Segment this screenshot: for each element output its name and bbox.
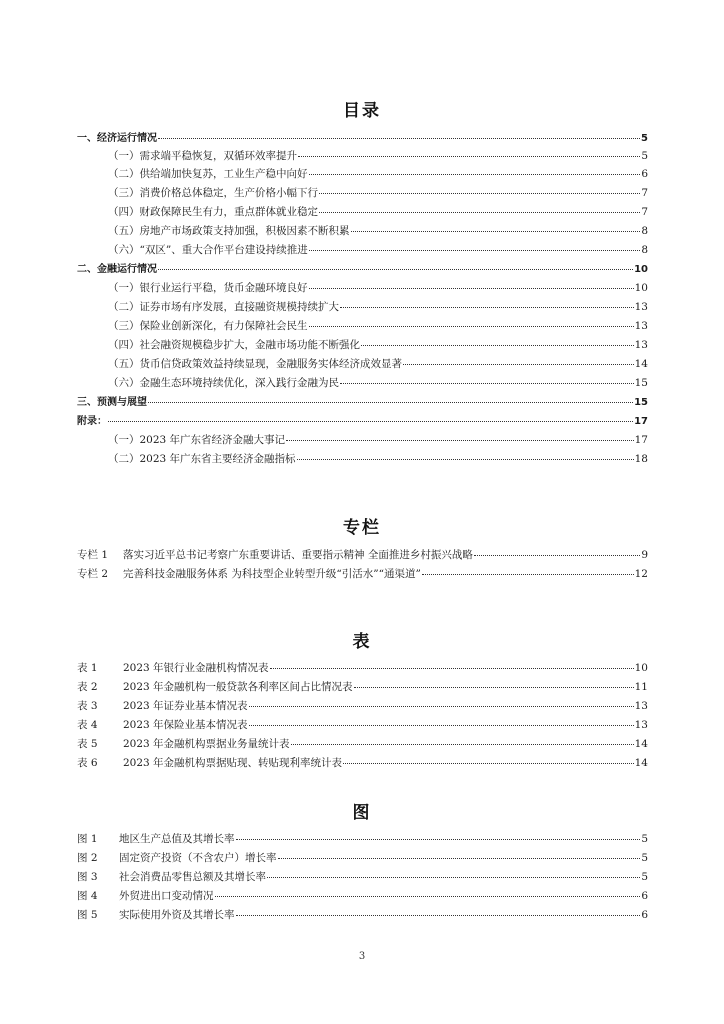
toc-entry-label: （一）2023 年广东省经济金融大事记: [108, 434, 286, 446]
toc-entry-page: 13: [634, 301, 648, 313]
dot-leader: [249, 713, 634, 726]
table-entry-tag: 表 5: [77, 738, 98, 750]
toc-entry-label: （六）“双区”、重大合作平台建设持续推进: [108, 244, 308, 256]
dot-leader: [108, 409, 633, 422]
dot-leader: [474, 543, 640, 556]
table-entry[interactable]: [77, 696, 648, 714]
toc-title: 目录: [343, 101, 381, 121]
dot-leader: [215, 884, 641, 897]
dot-leader: [354, 675, 634, 688]
table-entry-label: 2023 年金融机构票据业务量统计表: [123, 738, 290, 750]
toc-entry[interactable]: [108, 240, 648, 258]
toc-entry-label: （五）货币信贷政策效益持续显现，金融服务实体经济成效显著: [108, 358, 402, 370]
toc-entry-label: （三）保险业创新深化，有力保障社会民生: [108, 320, 308, 332]
figure-entry-label: 地区生产总值及其增长率: [119, 833, 235, 845]
dot-leader: [249, 694, 634, 707]
dot-leader: [340, 371, 634, 384]
table-entry[interactable]: [77, 677, 648, 695]
toc-entry-page: 7: [641, 187, 648, 199]
figure-entry[interactable]: [77, 848, 648, 866]
table-entry-tag: 表 1: [77, 662, 98, 674]
toc-entry-page: 15: [634, 377, 648, 389]
figure-entry-tag: 图 2: [77, 852, 98, 864]
table-entry-page: 10: [634, 662, 648, 674]
dot-leader: [361, 333, 634, 346]
toc-entry-page: 8: [641, 225, 648, 237]
toc-entry-label: （六）金融生态环境持续优化，深入践行金融为民: [108, 377, 339, 389]
toc-entry[interactable]: [108, 449, 648, 467]
dot-leader: [343, 751, 634, 764]
toc-entry[interactable]: [108, 373, 648, 391]
figure-entry[interactable]: [77, 829, 648, 847]
toc-entry[interactable]: [108, 316, 648, 334]
dot-leader: [286, 428, 634, 441]
dot-leader: [158, 126, 640, 139]
tables-title: 表: [352, 632, 372, 652]
table-entry-page: 13: [634, 700, 648, 712]
toc-entry-label: （二）证券市场有序发展，直接融资规模持续扩大: [108, 301, 339, 313]
figure-entry-label: 固定资产投资（不含农户）增长率: [119, 852, 277, 864]
dot-leader: [351, 219, 641, 232]
toc-entry[interactable]: [77, 259, 648, 277]
toc-entry[interactable]: [108, 335, 648, 353]
toc-entry[interactable]: [77, 411, 648, 429]
toc-entry-page: 7: [641, 206, 648, 218]
toc-entry[interactable]: [108, 221, 648, 239]
dot-leader: [267, 865, 640, 878]
toc-entry[interactable]: [108, 430, 648, 448]
toc-entry-page: 6: [641, 168, 648, 180]
toc-entry-label: 二、金融运行情况: [77, 264, 157, 275]
columns-title: 专栏: [343, 518, 381, 538]
figure-entry-label: 外贸进出口变动情况: [119, 890, 214, 902]
figure-entry-tag: 图 5: [77, 909, 98, 921]
table-entry[interactable]: [77, 658, 648, 676]
figure-entry-tag: 图 4: [77, 890, 98, 902]
toc-entry-label: 三、预测与展望: [77, 397, 147, 408]
toc-entry-label: （二）2023 年广东省主要经济金融指标: [108, 453, 296, 465]
toc-entry-label: 一、经济运行情况: [77, 133, 157, 144]
table-entry[interactable]: [77, 734, 648, 752]
column-entry[interactable]: [77, 545, 648, 563]
dot-leader: [309, 162, 641, 175]
dot-leader: [403, 352, 634, 365]
toc-entry-label: 附录：: [77, 416, 107, 427]
dot-leader: [340, 295, 634, 308]
column-entry-tag: 专栏 1: [77, 549, 109, 561]
table-entry-page: 14: [634, 757, 648, 769]
dot-leader: [158, 257, 633, 270]
figure-entry-page: 6: [641, 909, 648, 921]
toc-entry-label: （四）财政保障民生有力，重点群体就业稳定: [108, 206, 318, 218]
toc-entry-page: 13: [634, 320, 648, 332]
column-entry-tag: 专栏 2: [77, 568, 109, 580]
figure-entry-page: 5: [641, 871, 648, 883]
table-entry-label: 2023 年金融机构一般贷款各利率区间占比情况表: [123, 681, 353, 693]
table-entry-tag: 表 3: [77, 700, 98, 712]
figure-entry-label: 社会消费品零售总额及其增长率: [119, 871, 266, 883]
toc-entry-page: 18: [634, 453, 648, 465]
toc-entry-page: 15: [634, 397, 648, 408]
dot-leader: [319, 181, 640, 194]
toc-entry-page: 8: [641, 244, 648, 256]
dot-leader: [422, 562, 634, 575]
toc-entry-label: （三）消费价格总体稳定，生产价格小幅下行: [108, 187, 318, 199]
column-entry-label: 完善科技金融服务体系 为科技型企业转型升级“引活水”“通渠道”: [123, 568, 421, 580]
toc-entry[interactable]: [108, 278, 648, 296]
dot-leader: [297, 447, 634, 460]
table-entry-page: 11: [634, 681, 648, 693]
toc-entry-label: （五）房地产市场政策支持加强，积极因素不断积累: [108, 225, 350, 237]
column-entry[interactable]: [77, 564, 648, 582]
toc-entry-label: （一）银行业运行平稳，货币金融环境良好: [108, 282, 308, 294]
toc-entry[interactable]: [77, 392, 648, 410]
table-entry-page: 14: [634, 738, 648, 750]
table-entry-label: 2023 年金融机构票据贴现、转贴现利率统计表: [123, 757, 343, 769]
page-number: 3: [358, 951, 366, 962]
table-entry-tag: 表 4: [77, 719, 98, 731]
column-entry-label: 落实习近平总书记考察广东重要讲话、重要指示精神 全面推进乡村振兴战略: [123, 549, 473, 561]
table-entry[interactable]: [77, 753, 648, 771]
table-entry-label: 2023 年银行业金融机构情况表: [123, 662, 269, 674]
table-entry[interactable]: [77, 715, 648, 733]
column-entry-page: 9: [641, 549, 648, 561]
dot-leader: [270, 656, 634, 669]
dot-leader: [278, 846, 641, 859]
figure-entry-tag: 图 3: [77, 871, 98, 883]
toc-entry[interactable]: [108, 183, 648, 201]
dot-leader: [236, 903, 641, 916]
table-entry-label: 2023 年保险业基本情况表: [123, 719, 248, 731]
figure-entry-label: 实际使用外资及其增长率: [119, 909, 235, 921]
dot-leader: [148, 390, 633, 403]
toc-entry-label: （四）社会融资规模稳步扩大，金融市场功能不断强化: [108, 339, 360, 351]
figure-entry-page: 5: [641, 833, 648, 845]
figure-entry-tag: 图 1: [77, 833, 98, 845]
toc-entry-label: （二）供给端加快复苏，工业生产稳中向好: [108, 168, 308, 180]
toc-entry-page: 14: [634, 358, 648, 370]
table-entry-page: 13: [634, 719, 648, 731]
toc-entry-label: （一）需求端平稳恢复，双循环效率提升: [108, 150, 297, 162]
figure-entry-page: 6: [641, 890, 648, 902]
toc-entry-page: 10: [634, 264, 648, 275]
dot-leader: [319, 200, 640, 213]
toc-entry[interactable]: [108, 354, 648, 372]
dot-leader: [298, 144, 640, 157]
toc-entry-page: 17: [634, 434, 648, 446]
toc-entry-page: 5: [641, 150, 648, 162]
dot-leader: [309, 314, 634, 327]
toc-entry-page: 13: [634, 339, 648, 351]
figure-entry[interactable]: [77, 867, 648, 885]
column-entry-page: 12: [634, 568, 648, 580]
table-entry-tag: 表 6: [77, 757, 98, 769]
table-entry-tag: 表 2: [77, 681, 98, 693]
figure-entry[interactable]: [77, 905, 648, 923]
toc-entry[interactable]: [108, 202, 648, 220]
dot-leader: [309, 238, 641, 251]
toc-entry[interactable]: [108, 297, 648, 315]
dot-leader: [291, 732, 634, 745]
figures-title: 图: [352, 803, 372, 823]
toc-entry-page: 17: [634, 416, 648, 427]
toc-entry-page: 5: [641, 133, 648, 144]
table-entry-label: 2023 年证券业基本情况表: [123, 700, 248, 712]
figure-entry-page: 5: [641, 852, 648, 864]
figure-entry[interactable]: [77, 886, 648, 904]
dot-leader: [309, 276, 634, 289]
toc-entry[interactable]: [108, 164, 648, 182]
toc-entry-page: 10: [634, 282, 648, 294]
dot-leader: [236, 827, 641, 840]
